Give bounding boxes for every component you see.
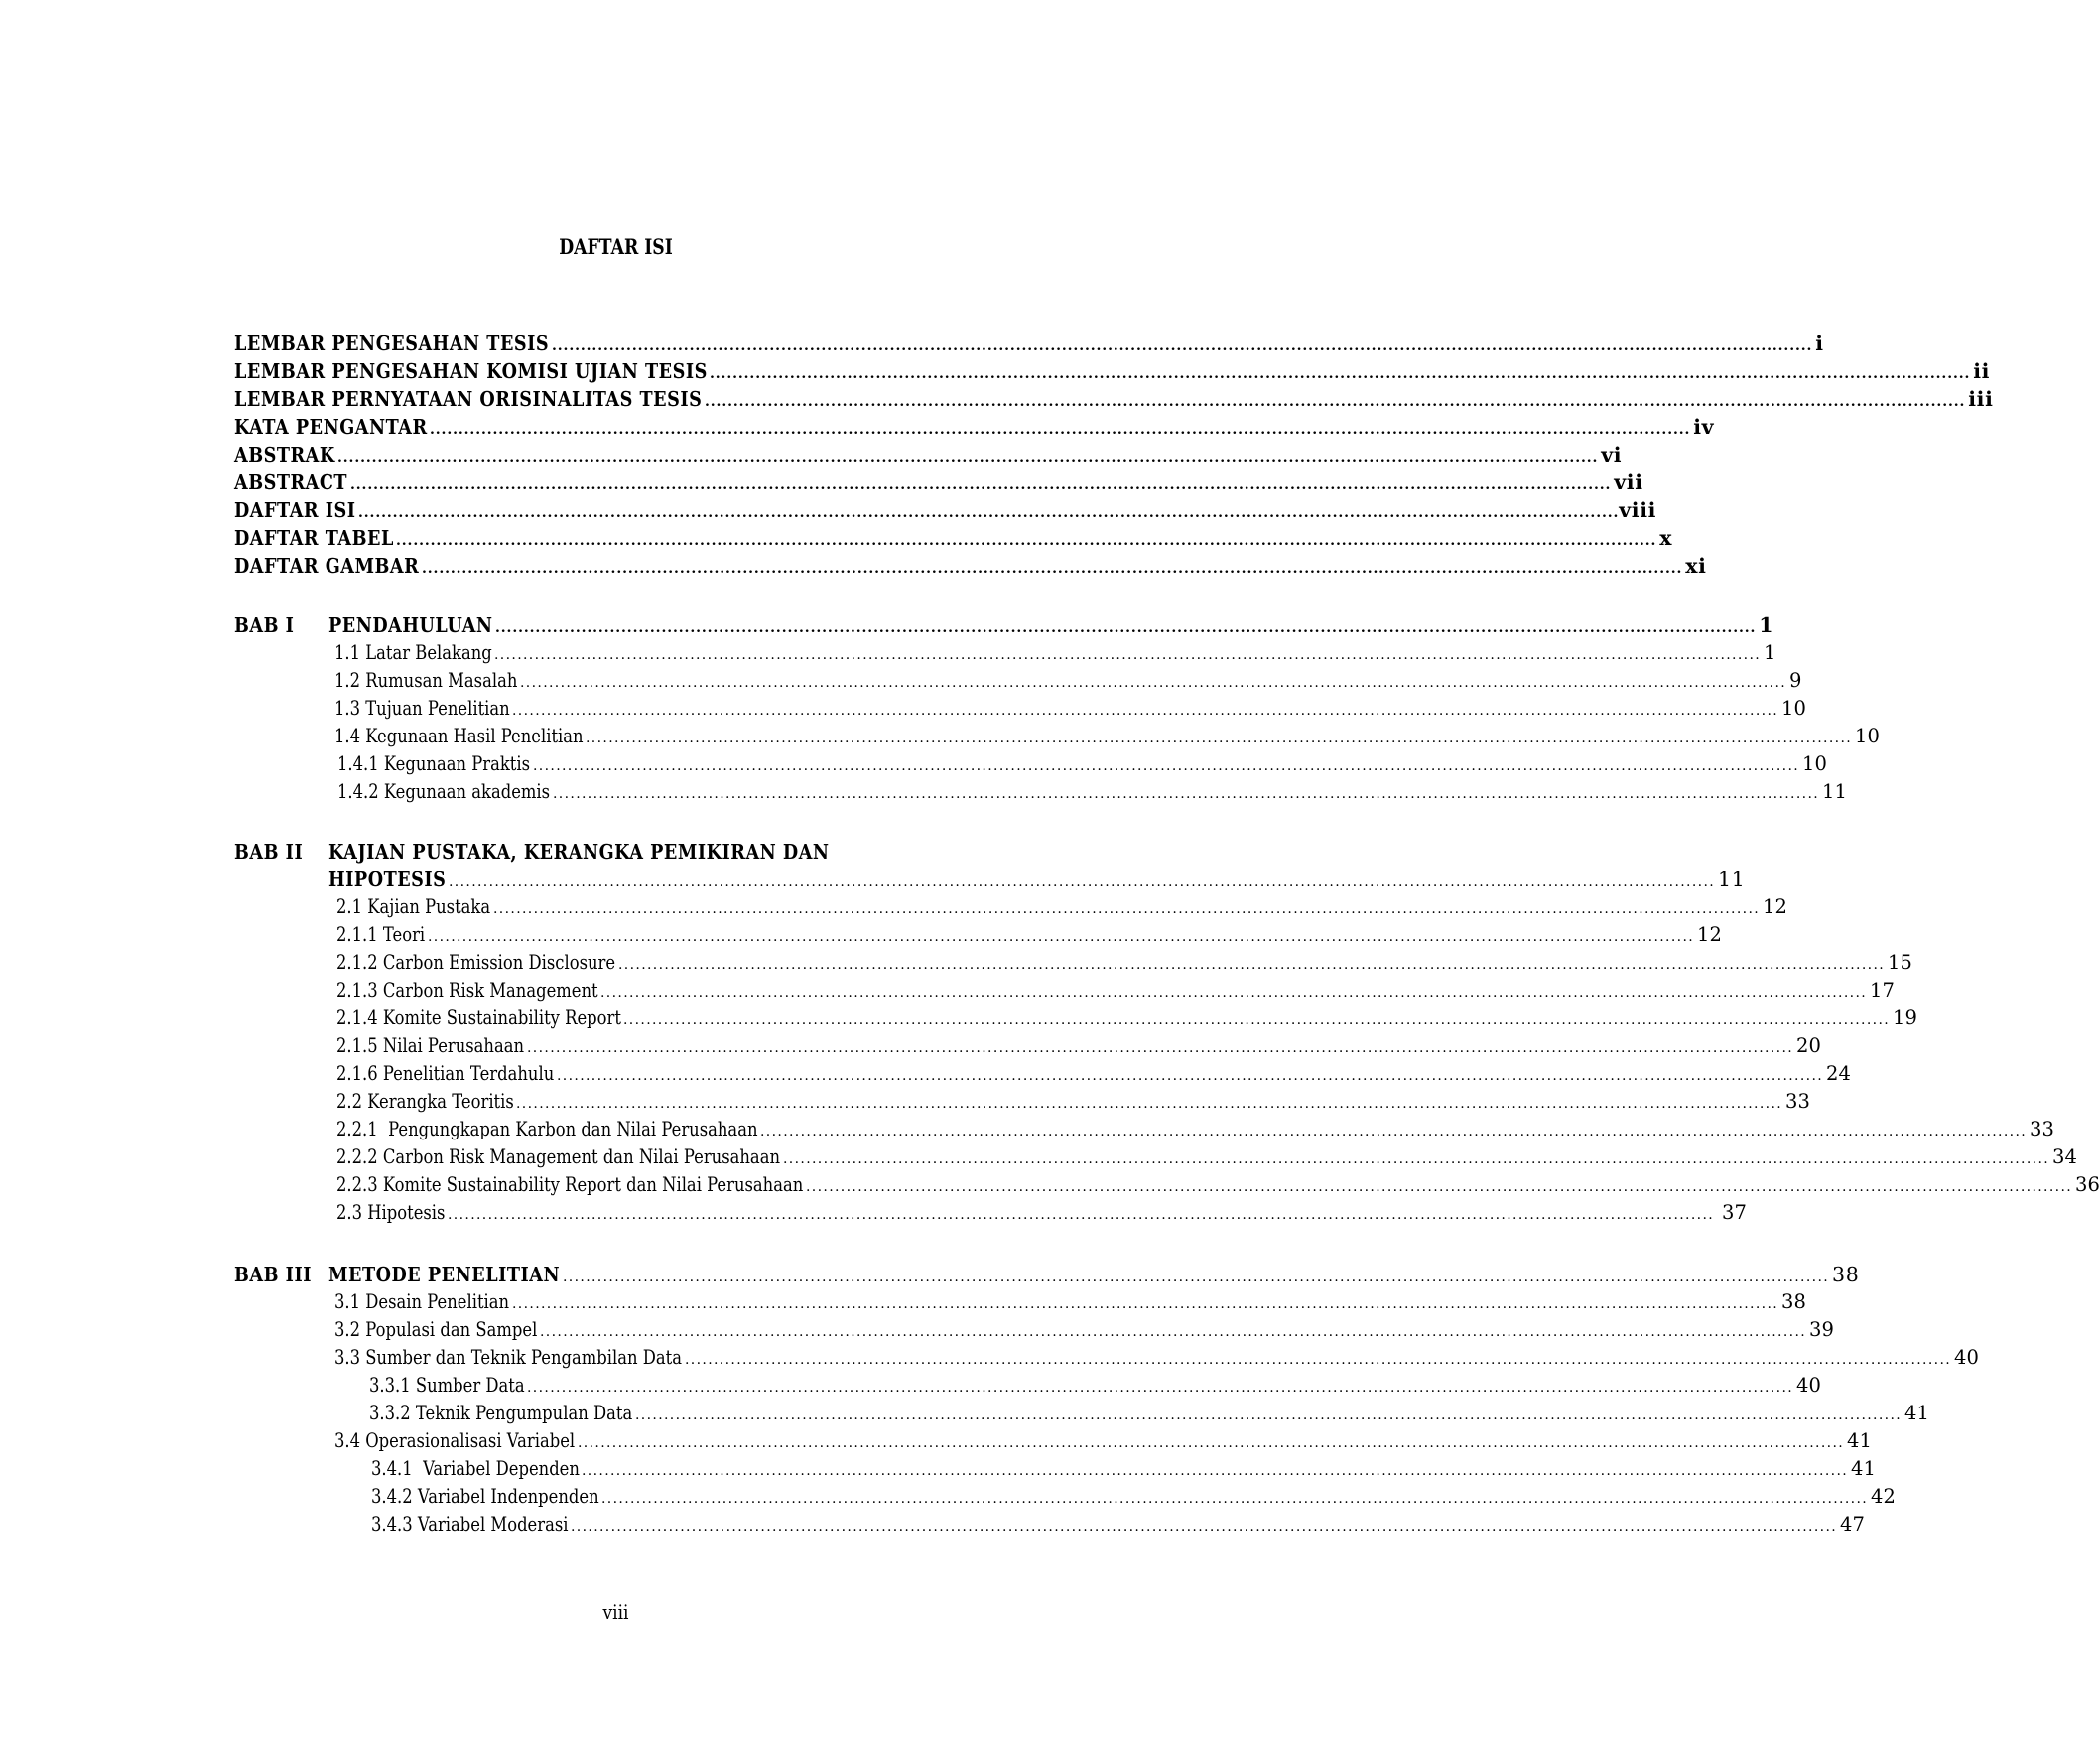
toc-section	[371, 1457, 1876, 1485]
toc-entry-label: ABSTRAK	[234, 443, 335, 467]
toc-entry-page: viii	[1619, 498, 1656, 522]
section-page: 10	[1855, 725, 1880, 747]
leader-dots: ............................................................................................................................................................................................................................	[493, 901, 1761, 917]
section-page: 40	[1954, 1346, 1979, 1369]
leader-dots: ............................................................................................................................................................................................................................	[552, 338, 1813, 354]
section-label: 2.2.3 Komite Sustainability Report dan Nilai Perusahaan	[336, 1173, 804, 1196]
section-page: 41	[1847, 1429, 1872, 1452]
toc-entry	[234, 498, 1656, 526]
chapter-label: BAB II	[234, 840, 304, 864]
chapter-page: 11	[1718, 868, 1746, 891]
leader-dots: ............................................................................................................................................................................................................................	[350, 477, 1612, 493]
toc-entry	[234, 359, 1991, 387]
leader-dots: ............................................................................................................................................................................................................................	[760, 1124, 2028, 1139]
toc-entry-page: xi	[1685, 554, 1707, 578]
leader-dots: ............................................................................................................................................................................................................................	[422, 561, 1683, 577]
section-label: 2.2.1 Pengungkapan Karbon dan Nilai Perusahaan	[336, 1118, 758, 1140]
toc-entry-label: KATA PENGANTAR	[234, 415, 428, 439]
section-label: 2.1.3 Carbon Risk Management	[336, 979, 598, 1002]
toc-section	[369, 1374, 1821, 1402]
toc-section	[336, 1201, 1747, 1229]
chapter-title: PENDAHULUAN	[328, 613, 493, 637]
toc-section	[336, 923, 1722, 951]
leader-dots: ............................................................................................................................................................................................................................	[571, 1519, 1838, 1535]
toc-section	[336, 1090, 1810, 1118]
toc-entry	[234, 332, 1824, 359]
section-page: 9	[1789, 669, 1802, 692]
toc-section	[369, 1402, 1929, 1429]
leader-dots: ............................................................................................................................................................................................................................	[685, 1352, 1952, 1368]
leader-dots: ............................................................................................................................................................................................................................	[623, 1012, 1891, 1028]
section-page: 12	[1697, 923, 1722, 946]
section-page: 24	[1826, 1062, 1851, 1085]
section-page: 12	[1763, 895, 1787, 918]
section-label: 1.4.2 Kegunaan akademis	[337, 780, 551, 803]
section-label: 3.4.3 Variabel Moderasi	[371, 1513, 569, 1536]
section-page: 47	[1840, 1513, 1865, 1536]
toc-section	[336, 1173, 2100, 1201]
leader-dots: ............................................................................................................................................................................................................................	[586, 731, 1853, 746]
leader-dots: ............................................................................................................................................................................................................................	[448, 1207, 1715, 1223]
section-label: 2.1.2 Carbon Emission Disclosure	[336, 951, 616, 974]
leader-dots: ............................................................................................................................................................................................................................	[578, 1435, 1845, 1451]
toc-entry-label: DAFTAR GAMBAR	[234, 554, 420, 578]
section-label: 2.3 Hipotesis	[336, 1201, 446, 1224]
section-label: 3.2 Populasi dan Sampel	[334, 1318, 538, 1341]
section-label: 2.1.5 Nilai Perusahaan	[336, 1034, 525, 1057]
page-title: DAFTAR ISI	[559, 234, 673, 259]
chapter-label: BAB III	[234, 1263, 312, 1286]
toc-section	[334, 1290, 1806, 1318]
section-label: 3.1 Desain Penelitian	[334, 1290, 510, 1313]
chapter-title: HIPOTESIS	[328, 868, 447, 891]
toc-section	[371, 1513, 1865, 1541]
leader-dots: ............................................................................................................................................................................................................................	[430, 422, 1691, 438]
section-page: 1	[1764, 641, 1776, 664]
toc-section	[336, 1006, 1917, 1034]
toc-section	[337, 752, 1827, 780]
toc-entry-label: LEMBAR PENGESAHAN TESIS	[234, 332, 550, 355]
leader-dots: ............................................................................................................................................................................................................................	[516, 1096, 1783, 1112]
toc-entry-label: DAFTAR TABEL	[234, 526, 394, 550]
page-number: viii	[602, 1600, 629, 1624]
leader-dots: ............................................................................................................................................................................................................................	[520, 675, 1787, 691]
section-page: 20	[1796, 1034, 1821, 1057]
toc-entry-page: vi	[1601, 443, 1623, 467]
leader-dots: ............................................................................................................................................................................................................................	[553, 786, 1820, 802]
section-label: 3.4 Operasionalisasi Variabel	[334, 1429, 576, 1452]
leader-dots: ............................................................................................................................................................................................................................	[806, 1179, 2073, 1195]
toc-entry	[234, 554, 1707, 582]
chapter-label: BAB I	[234, 613, 295, 637]
toc-section	[371, 1485, 1896, 1513]
leader-dots: ............................................................................................................................................................................................................................	[783, 1151, 2050, 1167]
toc-section	[337, 780, 1847, 808]
toc-entry	[234, 526, 1673, 554]
section-label: 3.3.1 Sumber Data	[369, 1374, 525, 1397]
toc-section	[336, 1145, 2077, 1173]
leader-dots: ............................................................................................................................................................................................................................	[428, 929, 1695, 945]
chapter-title: METODE PENELITIAN	[328, 1263, 561, 1286]
toc-section	[334, 725, 1880, 752]
section-label: 1.4 Kegunaan Hasil Penelitian	[334, 725, 584, 747]
section-page: 41	[1904, 1402, 1929, 1424]
section-page: 10	[1802, 752, 1827, 775]
leader-dots: ............................................................................................................................................................................................................................	[495, 620, 1757, 636]
section-label: 2.1.6 Penelitian Terdahulu	[336, 1062, 555, 1085]
section-page: 17	[1870, 979, 1895, 1002]
section-page: 11	[1822, 780, 1847, 803]
section-page: 40	[1796, 1374, 1821, 1397]
toc-entry	[234, 443, 1623, 470]
toc-entry-page: iii	[1968, 387, 1994, 411]
section-label: 1.1 Latar Belakang	[334, 641, 492, 664]
section-page: 37	[1722, 1201, 1747, 1224]
chapter-title-line1: KAJIAN PUSTAKA, KERANGKA PEMIKIRAN DAN	[328, 840, 830, 864]
section-page: 34	[2052, 1145, 2077, 1168]
section-label: 3.4.2 Variabel Indenpenden	[371, 1485, 599, 1508]
section-label: 2.1.1 Teori	[336, 923, 426, 946]
section-label: 1.2 Rumusan Masalah	[334, 669, 518, 692]
chapter-page: 38	[1832, 1263, 1860, 1286]
chapter-entry	[328, 1263, 1860, 1290]
leader-dots: ............................................................................................................................................................................................................................	[512, 1296, 1779, 1312]
toc-entry-label: LEMBAR PERNYATAAN ORISINALITAS TESIS	[234, 387, 703, 411]
toc-entry	[234, 387, 1994, 415]
leader-dots: ............................................................................................................................................................................................................................	[494, 647, 1762, 663]
section-label: 2.1 Kajian Pustaka	[336, 895, 491, 918]
section-label: 1.4.1 Kegunaan Praktis	[337, 752, 531, 775]
leader-dots: ............................................................................................................................................................................................................................	[705, 394, 1966, 410]
leader-dots: ............................................................................................................................................................................................................................	[449, 874, 1716, 890]
section-label: 2.2 Kerangka Teoritis	[336, 1090, 514, 1113]
toc-section	[336, 1062, 1851, 1090]
chapter-entry	[328, 868, 1746, 895]
leader-dots: ............................................................................................................................................................................................................................	[512, 703, 1779, 719]
section-page: 19	[1893, 1006, 1917, 1029]
toc-section	[334, 669, 1802, 697]
leader-dots: ............................................................................................................................................................................................................................	[600, 985, 1868, 1001]
toc-entry-page: iv	[1693, 415, 1715, 439]
toc-section	[336, 979, 1895, 1006]
chapter-page: 1	[1759, 613, 1774, 637]
toc-entry	[234, 415, 1715, 443]
section-label: 1.3 Tujuan Penelitian	[334, 697, 510, 720]
section-page: 42	[1871, 1485, 1896, 1508]
toc-entry-label: DAFTAR ISI	[234, 498, 356, 522]
leader-dots: ............................................................................................................................................................................................................................	[601, 1491, 1869, 1507]
section-label: 3.4.1 Variabel Dependen	[371, 1457, 580, 1480]
section-page: 10	[1781, 697, 1806, 720]
leader-dots: ............................................................................................................................................................................................................................	[540, 1324, 1807, 1340]
section-page: 33	[1785, 1090, 1810, 1113]
toc-section	[336, 951, 1912, 979]
leader-dots: ............................................................................................................................................................................................................................	[533, 758, 1800, 774]
toc-entry-page: vii	[1614, 470, 1643, 494]
section-page: 15	[1888, 951, 1912, 974]
toc-section	[334, 1429, 1872, 1457]
toc-entry-label: ABSTRACT	[234, 470, 348, 494]
leader-dots: ............................................................................................................................................................................................................................	[618, 957, 1886, 973]
toc-section	[336, 895, 1787, 923]
toc-section	[334, 641, 1776, 669]
leader-dots: ............................................................................................................................................................................................................................	[582, 1463, 1849, 1479]
section-page: 41	[1851, 1457, 1876, 1480]
leader-dots: ............................................................................................................................................................................................................................	[710, 366, 1971, 382]
toc-entry-page: i	[1815, 332, 1824, 355]
section-label: 2.1.4 Komite Sustainability Report	[336, 1006, 621, 1029]
section-page: 38	[1781, 1290, 1806, 1313]
section-label: 3.3 Sumber dan Teknik Pengambilan Data	[334, 1346, 683, 1369]
leader-dots: ............................................................................................................................................................................................................................	[557, 1068, 1824, 1084]
section-page: 39	[1809, 1318, 1834, 1341]
leader-dots: ............................................................................................................................................................................................................................	[358, 505, 1620, 521]
toc-entry-page: ii	[1973, 359, 1991, 383]
toc-section	[336, 1118, 2054, 1145]
toc-entry-label: LEMBAR PENGESAHAN KOMISI UJIAN TESIS	[234, 359, 708, 383]
section-label: 2.2.2 Carbon Risk Management dan Nilai Perusahaan	[336, 1145, 781, 1168]
section-page: 36	[2075, 1173, 2100, 1196]
toc-section	[336, 1034, 1821, 1062]
toc-section	[334, 1346, 1979, 1374]
chapter-entry	[328, 613, 1774, 641]
toc-section	[334, 1318, 1834, 1346]
leader-dots: ............................................................................................................................................................................................................................	[563, 1270, 1830, 1285]
section-page: 33	[2030, 1118, 2054, 1140]
section-label: 3.3.2 Teknik Pengumpulan Data	[369, 1402, 633, 1424]
toc-entry-page: x	[1659, 526, 1673, 550]
toc-section	[334, 697, 1806, 725]
leader-dots: ............................................................................................................................................................................................................................	[635, 1407, 1903, 1423]
leader-dots: ............................................................................................................................................................................................................................	[527, 1380, 1794, 1396]
leader-dots: ............................................................................................................................................................................................................................	[337, 450, 1599, 466]
leader-dots: ............................................................................................................................................................................................................................	[396, 533, 1657, 549]
leader-dots: ............................................................................................................................................................................................................................	[527, 1040, 1794, 1056]
toc-entry	[234, 470, 1643, 498]
